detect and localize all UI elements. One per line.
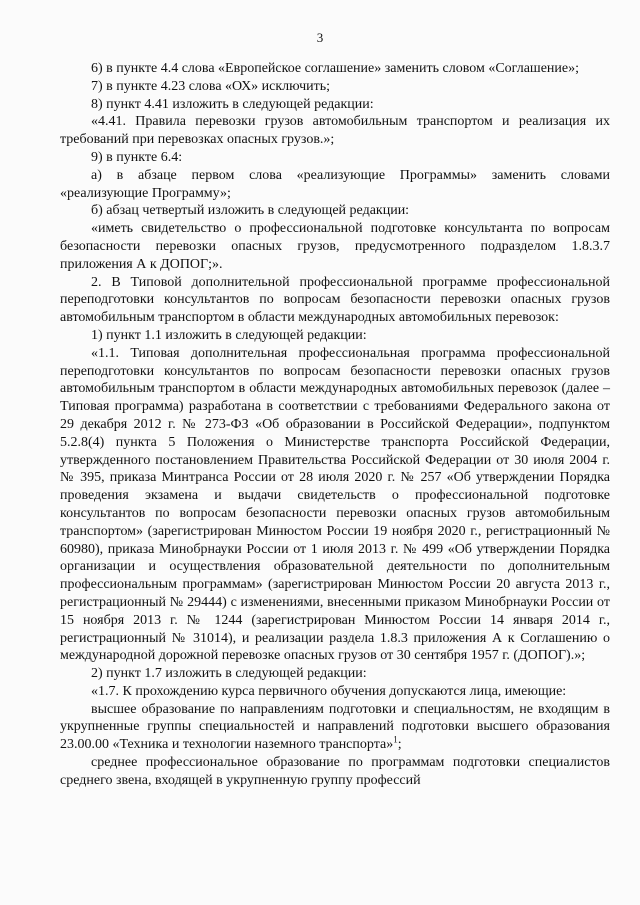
paragraph-item-6: 6) в пункте 4.4 слова «Европейское соглашение» заменить словом «Соглашение»;: [91, 61, 579, 76]
quoted-clause-1-1: «1.1. Типовая дополнительная профессиональная программа профессиональной переподготовки консультантов по вопросам безопасности перевозки опасных грузов автомобильным транспортом в области международных автомобильных перевозок (далее – Типовая программа) разработана в соответствии с требованиями Федерального закона от 29 декабря 2012 г. № 273-ФЗ «Об образовании в Российской Федерации», подпунктом 5.2.8(4) пункта 5 Положения о Министерстве транспорта Российской Федерации, утвержденного постановлением Правительства Российской Федерации от 30 июля 2004 г. № 395, приказа Минтранса России от 28 июля 2020 г. № 257 «Об утверждении Порядка проведения экзамена и выдачи свидетельств о профессиональной подготовке консультантов по вопросам безопасности перевозки опасных грузов автомобильным транспортом» (зарегистрирован Минюстом России 19 ноября 2020 г., регистрационный № 60980), приказа Минобрнауки России от 1 июля 2013 г. № 499 «Об утверждении Порядка организации и осуществления образовательной деятельности по дополнительным профессиональным программам» (зарегистрирован Минюстом России 20 августа 2013 г., регистрационный № 29444) с изменениями, внесенными приказом Минобрнауки России от 15 ноября 2013 г. № 1244 (зарегистрирован Минюстом России 14 января 2014 г., регистрационный № 31014), и реализации раздела 1.8.3 приложения А к Соглашению о международной дорожной перевозке опасных грузов от 30 сентября 1957 г. (ДОПОГ).»;: [60, 345, 610, 664]
paragraph-item-7: 7) в пункте 4.23 слова «ОХ» исключить;: [91, 78, 331, 94]
paragraph-item-8: 8) пункт 4.41 изложить в следующей редакции:: [91, 96, 374, 112]
paragraph-item-9: 9) в пункте 6.4:: [91, 149, 183, 165]
quoted-clause-4-41: «4.41. Правила перевозки грузов автомобильным транспортом и реализация их требований при перевозках опасных грузов.»;: [60, 114, 610, 148]
paragraph-item-1: 1) пункт 1.1 изложить в следующей редакции:: [91, 327, 367, 343]
subparagraph-a: а) в абзаце первом слова «реализующие Программы» заменить словами «реализующие Программу»;: [60, 167, 610, 201]
subparagraph-b: б) абзац четвертый изложить в следующей редакции:: [91, 203, 410, 219]
quoted-clause-certificate: «иметь свидетельство о профессиональной подготовке консультанта по вопросам безопасности перевозки опасных грузов, предусмотренного подразделом 1.8.3.7 приложения А к ДОПОГ;».: [60, 221, 610, 272]
quoted-clause-1-7: «1.7. К прохождению курса первичного обучения допускаются лица, имеющие:: [91, 683, 567, 699]
secondary-education-clause: среднее профессиональное образование по программам подготовки специалистов среднего звена, входящей в укрупненную группу профессий: [60, 755, 610, 788]
document-body: [60, 60, 610, 790]
paragraph-item-2: 2) пункт 1.7 изложить в следующей редакции:: [91, 666, 367, 682]
section-2-heading: 2. В Типовой дополнительной профессиональной программе профессиональной переподготовки консультантов по вопросам безопасности перевозки опасных грузов автомобильным транспортом в области международных автомобильных перевозок:: [60, 274, 610, 326]
higher-education-text: высшее образование по направлениям подготовки и специальностям, не входящим в укрупненные группы специальностей и направлений подготовки высшего образования 23.00.00 «Техника и технологии наземного транспорта»: [60, 701, 610, 753]
footnote-mark: 1: [393, 734, 398, 745]
higher-education-clause: высшее образование по направлениям подготовки и специальностям, не входящим в укрупненные группы специальностей и направлений подготовки высшего образования 23.00.00 «Техника и технологии наземного транспорта»$^1$;: [60, 701, 610, 753]
page-number: 3: [316, 30, 324, 45]
